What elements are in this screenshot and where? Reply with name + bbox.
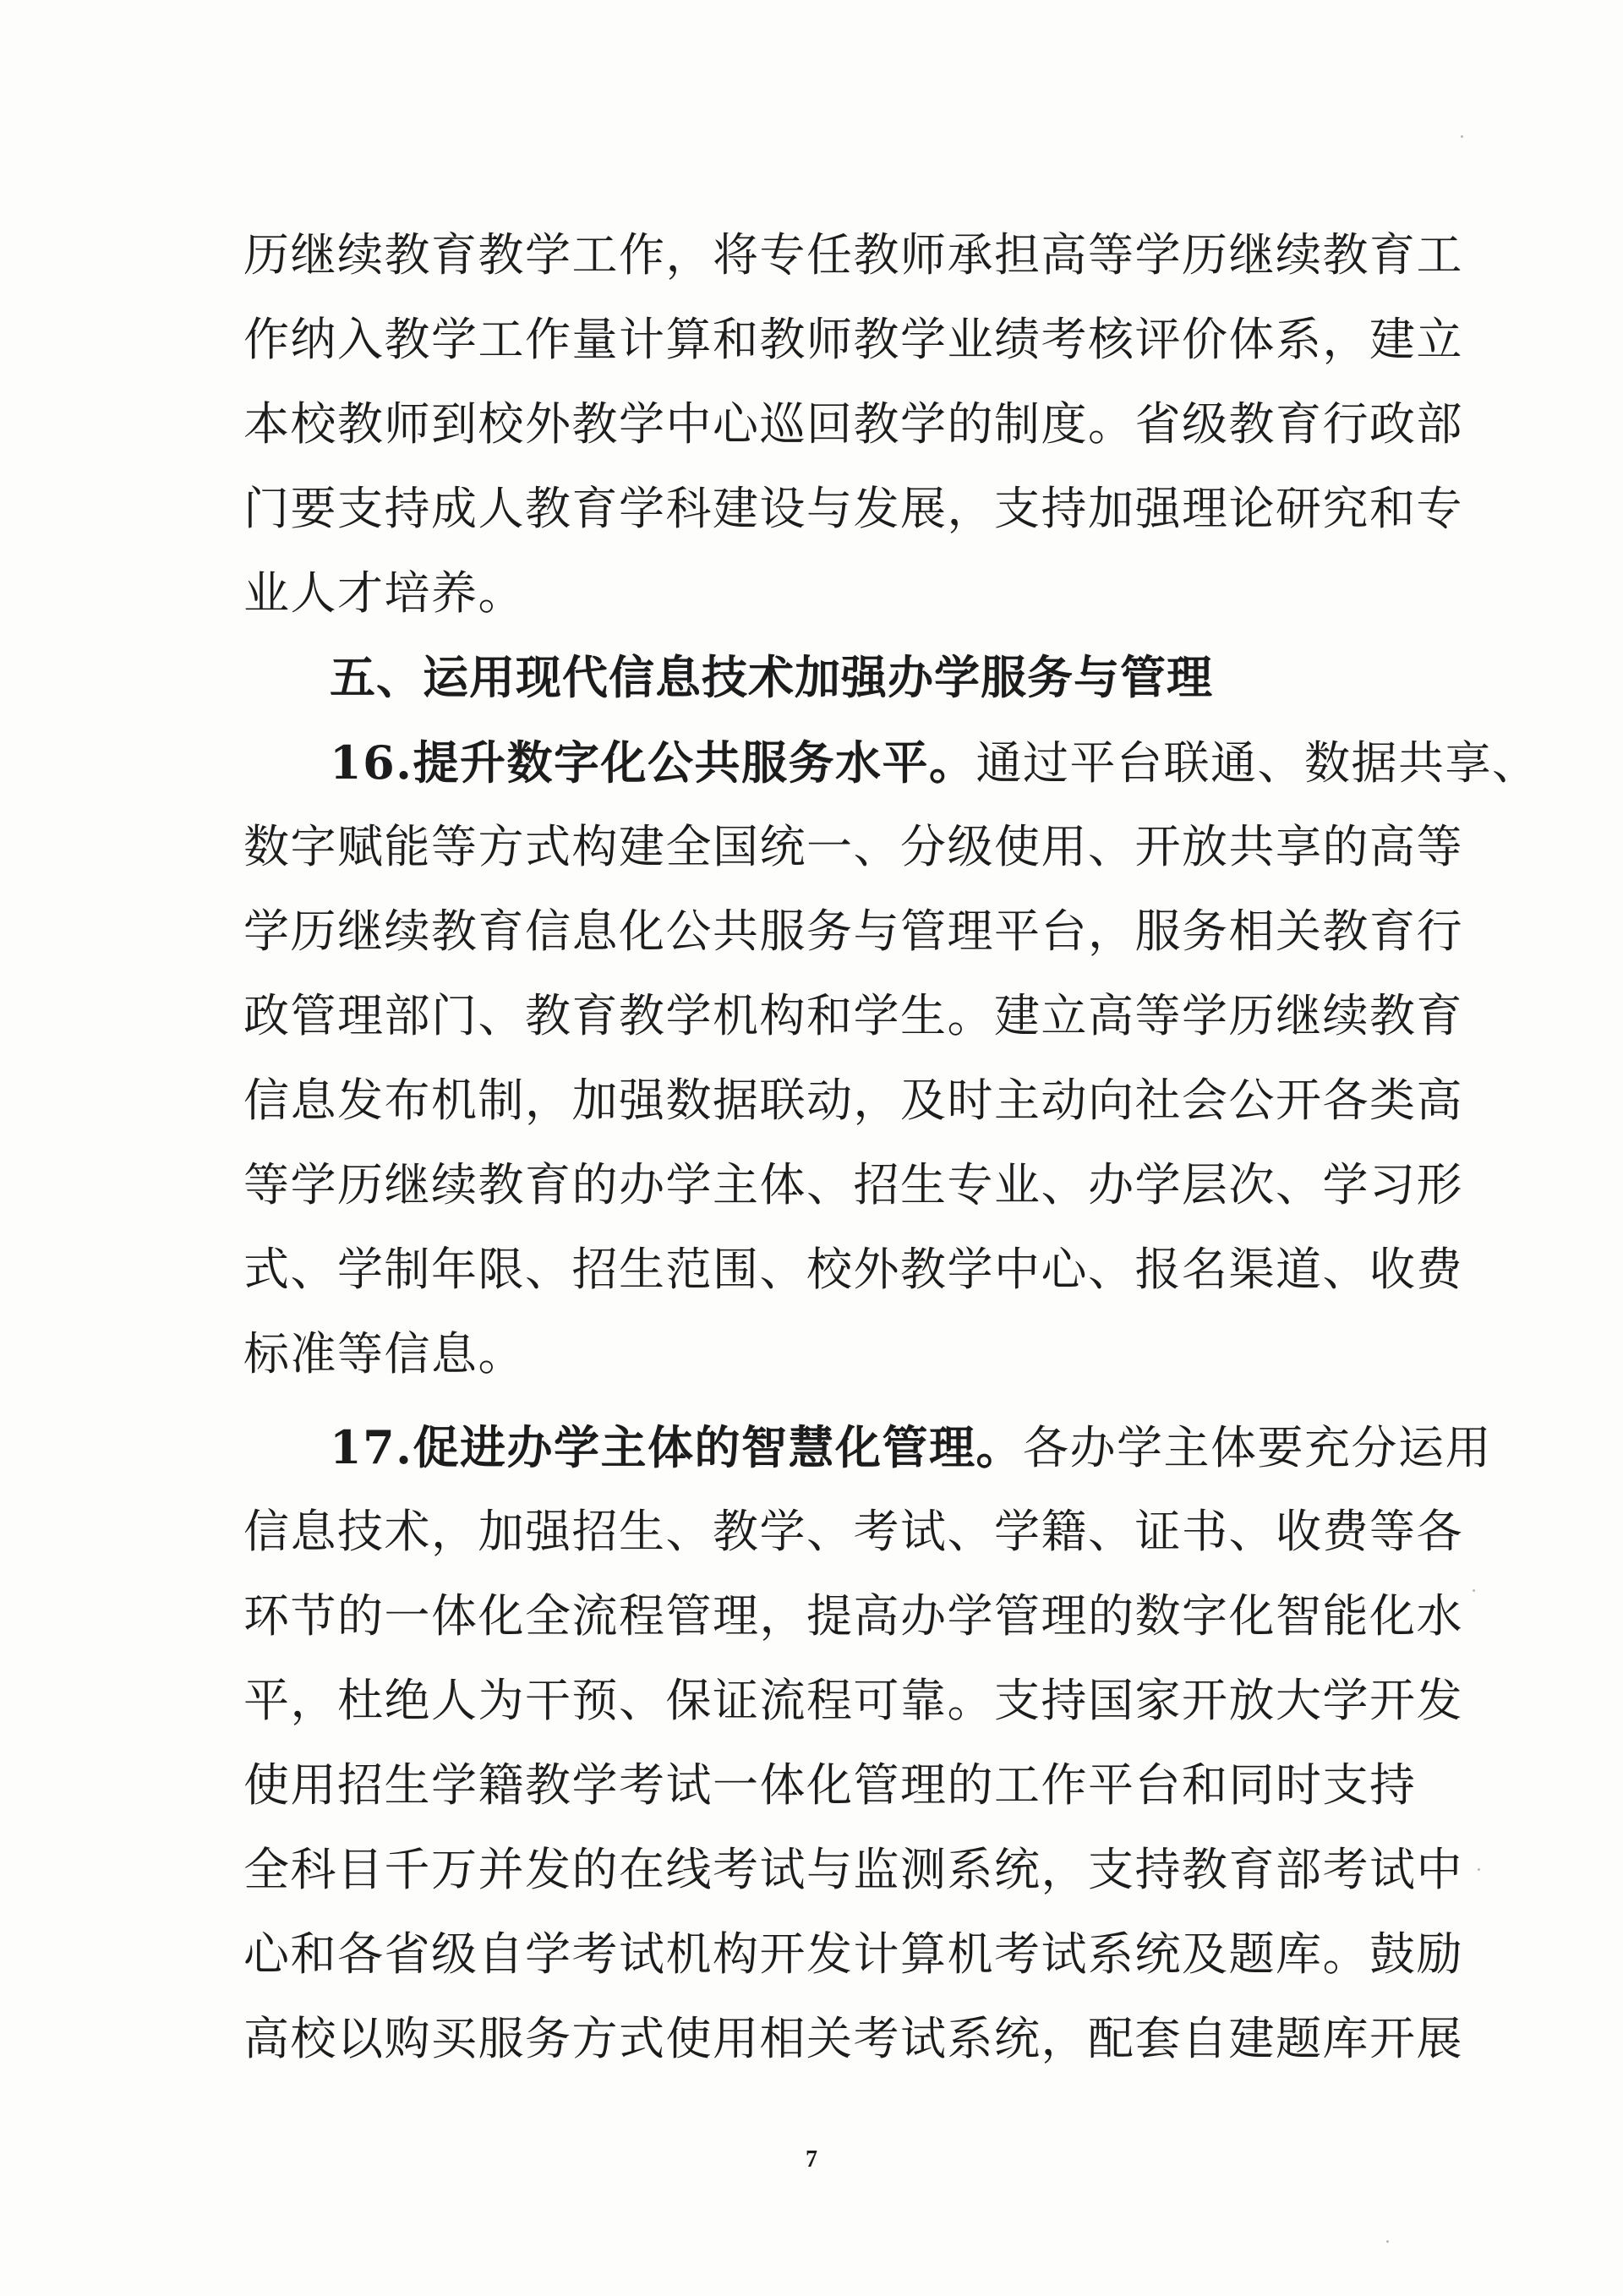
item-17-first-line: [330, 1413, 1492, 1481]
body-text-line: 式、学制年限、招生范围、校外教学中心、报名渠道、收费: [243, 1243, 1463, 1296]
item-16-first-line: [330, 729, 1539, 796]
body-text-line: 作纳入教学工作量计算和教师教学业绩考核评价体系，建立: [243, 313, 1463, 366]
body-text-line: 环节的一体化全流程管理，提高办学管理的数字化智能化水: [243, 1589, 1463, 1643]
section-heading: 五、运用现代信息技术加强办学服务与管理: [330, 651, 1213, 704]
body-text-line: 本校教师到校外教学中心巡回教学的制度。省级教育行政部: [243, 397, 1463, 451]
body-text-line: 政管理部门、教育教学机构和学生。建立高等学历继续教育: [243, 989, 1463, 1042]
item-16-title: 16.提升数字化公共服务水平。: [330, 735, 976, 790]
body-text-line: 业人才培养。: [243, 566, 525, 620]
body-text-line: 历继续教育教学工作，将专任教师承担高等学历继续教育工: [243, 228, 1463, 282]
body-text-line: 高校以购买服务方式使用相关考试系统，配套自建题库开展: [243, 2012, 1463, 2065]
body-text-line: 使用招生学籍教学考试一体化管理的工作平台和同时支持: [243, 1758, 1417, 1812]
item-16-first-line-text: 通过平台联通、数据共享、: [975, 736, 1539, 790]
item-17-first-line-text: 各办学主体要充分运用: [1022, 1421, 1492, 1474]
scan-speck: [1478, 1868, 1480, 1871]
body-text-line: 等学历继续教育的办学主体、招生专业、办学层次、学习形: [243, 1158, 1463, 1211]
body-text-line: 标准等信息。: [243, 1327, 525, 1380]
body-text-line: 门要支持成人教育学科建设与发展，支持加强理论研究和专: [243, 482, 1463, 535]
scan-speck: [1473, 1589, 1475, 1592]
body-text-line: 数字赋能等方式构建全国统一、分级使用、开放共享的高等: [243, 820, 1463, 873]
body-text-line: 心和各省级自学考试机构开发计算机考试系统及题库。鼓励: [243, 1927, 1463, 1981]
page-number: 7: [806, 2146, 817, 2173]
item-17-title: 17.促进办学主体的智慧化管理。: [330, 1420, 1023, 1474]
scan-speck: [1461, 135, 1463, 138]
body-text-line: 全科目千万并发的在线考试与监测系统，支持教育部考试中: [243, 1843, 1463, 1896]
body-text-line: 信息发布机制，加强数据联动，及时主动向社会公开各类高: [243, 1074, 1463, 1127]
body-text-line: 学历继续教育信息化公共服务与管理平台，服务相关教育行: [243, 905, 1463, 958]
scan-speck: [1386, 2240, 1389, 2243]
body-text-line: 平，杜绝人为干预、保证流程可靠。支持国家开放大学开发: [243, 1674, 1463, 1727]
body-text-line: 信息技术，加强招生、教学、考试、学籍、证书、收费等各: [243, 1505, 1463, 1558]
